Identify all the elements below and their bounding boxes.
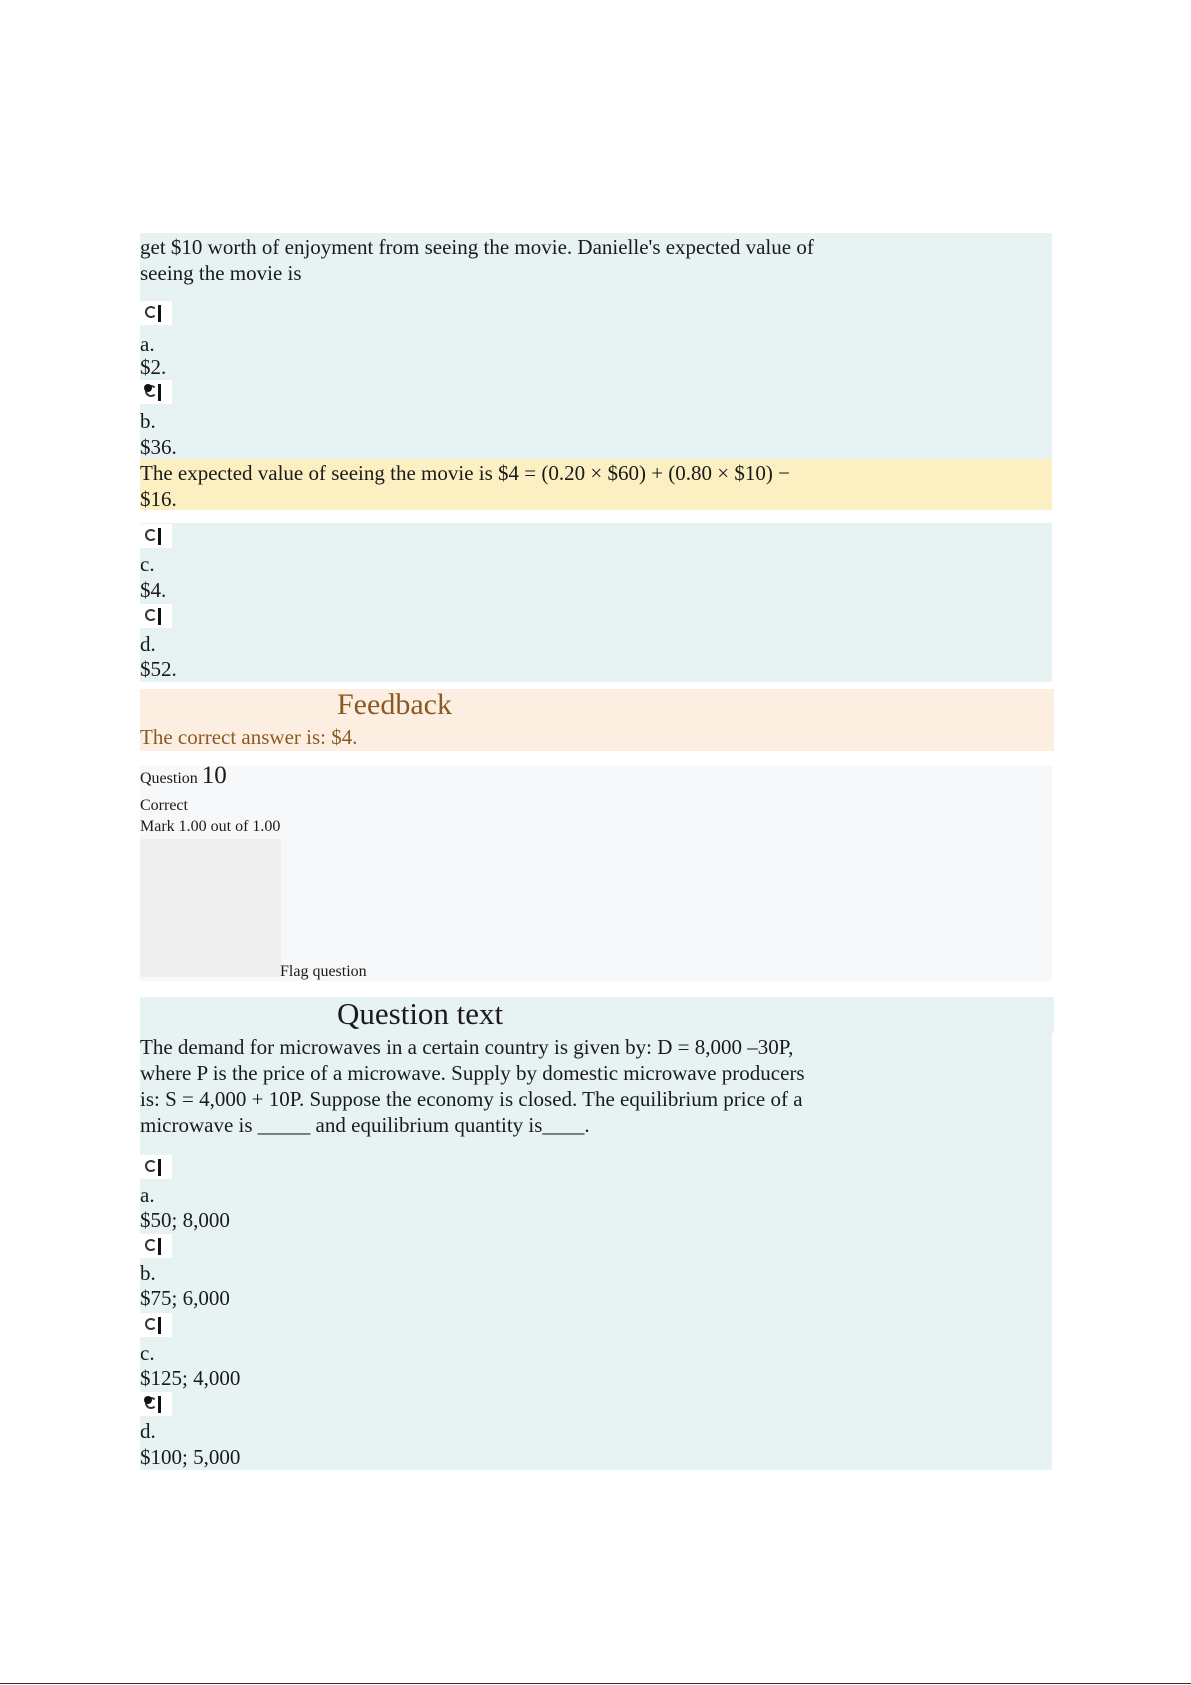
q9-question-text-line2: seeing the movie is <box>140 261 302 285</box>
q9-option-d-value[interactable]: $52. <box>140 657 177 681</box>
q10-option-b-radio[interactable] <box>140 1234 172 1258</box>
q9-option-a-letter: a. <box>140 332 155 356</box>
q9-option-c-radio[interactable] <box>140 524 172 548</box>
q9-option-d-radio[interactable] <box>140 604 172 628</box>
q9-option-a-value[interactable]: $2. <box>140 355 167 379</box>
q9-option-b-value[interactable]: $36. <box>140 435 177 459</box>
q9-option-c-value[interactable]: $4. <box>140 578 167 602</box>
q10-question-text-title: Question text <box>337 996 504 1031</box>
q10-option-b-letter: b. <box>140 1261 156 1285</box>
q10-option-d-letter: d. <box>140 1419 156 1443</box>
q10-option-a-value[interactable]: $50; 8,000 <box>140 1208 230 1232</box>
q10-option-b-value[interactable]: $75; 6,000 <box>140 1286 230 1310</box>
q10-question-text-line2: where P is the price of a microwave. Supply by domestic microwave producers <box>140 1061 805 1085</box>
q10-status: Correct <box>140 797 188 814</box>
q9-answer-block-bottom <box>140 523 1052 682</box>
q10-question-text-line1: The demand for microwaves in a certain country is given by: D = 8,000 –30P, <box>140 1035 794 1059</box>
q10-option-a-radio[interactable] <box>140 1155 172 1179</box>
flag-icon[interactable] <box>140 839 281 977</box>
q10-header <box>140 762 227 789</box>
q9-option-c-letter: c. <box>140 552 155 576</box>
q9-option-b-radio[interactable] <box>140 380 172 404</box>
q9-feedback-title: Feedback <box>337 688 452 721</box>
q10-option-d-value[interactable]: $100; 5,000 <box>140 1445 241 1469</box>
q10-option-d-radio[interactable] <box>140 1392 172 1416</box>
q9-explanation-line1: The expected value of seeing the movie is $4 = (0.20 × $60) + (0.80 × $10) − <box>140 461 790 485</box>
q10-question-text-line3: is: S = 4,000 + 10P. Suppose the economy is closed. The equilibrium price of a <box>140 1087 803 1111</box>
q9-option-b-letter: b. <box>140 409 156 433</box>
page-bottom-divider <box>0 1683 1191 1684</box>
q10-mark: Mark 1.00 out of 1.00 <box>140 818 281 835</box>
q9-option-a-radio[interactable] <box>140 301 172 325</box>
q9-question-text-line1: get $10 worth of enjoyment from seeing the movie. Danielle's expected value of <box>140 235 814 259</box>
q9-option-d-letter: d. <box>140 632 156 656</box>
q10-option-c-letter: c. <box>140 1341 155 1365</box>
q10-option-a-letter: a. <box>140 1183 155 1207</box>
q10-flag-question-link[interactable]: Flag question <box>280 963 367 980</box>
q9-explanation-line2: $16. <box>140 487 177 511</box>
q10-option-c-value[interactable]: $125; 4,000 <box>140 1366 241 1390</box>
q10-option-c-radio[interactable] <box>140 1313 172 1337</box>
q10-number: 10 <box>201 762 227 789</box>
q9-feedback-text: The correct answer is: $4. <box>140 725 358 749</box>
q10-question-text-line4: microwave is _____ and equilibrium quantity is____. <box>140 1113 590 1137</box>
q10-label: Question <box>140 770 198 787</box>
